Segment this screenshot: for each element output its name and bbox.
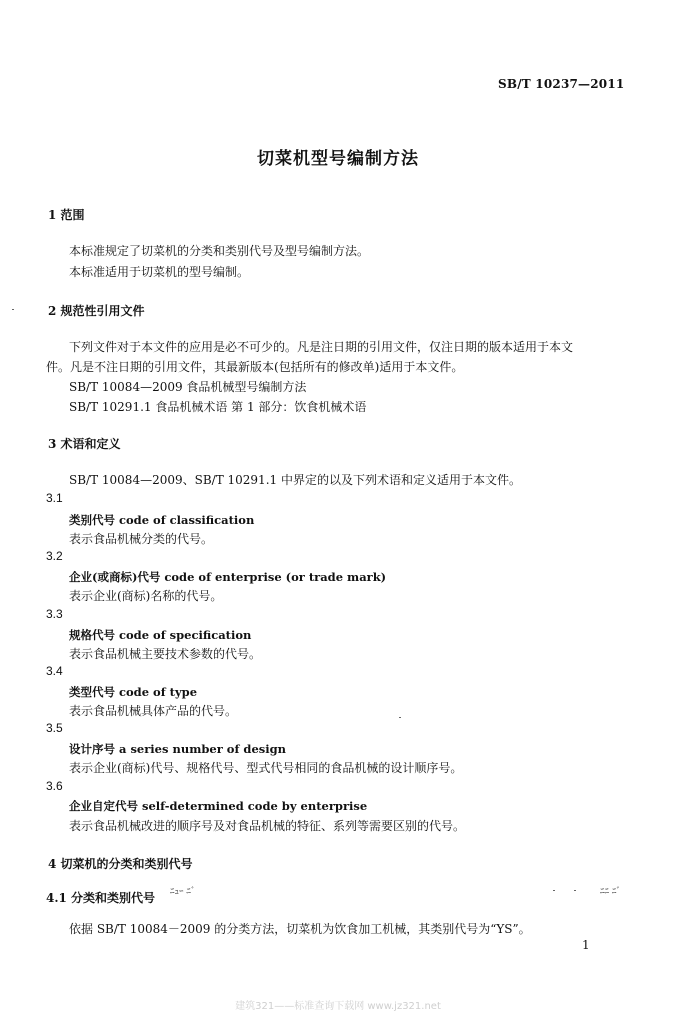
term-title: 企业(或商标)代号 code of enterprise (or trade mark) <box>69 570 387 584</box>
term-definition: 表示食品机械改进的顺序号及对食品机械的特征、系列等需要区别的代号。 <box>69 819 466 833</box>
section-2-para-line-2: 件。凡是不注日期的引用文件，其最新版本(包括所有的修改单)适用于本文件。 <box>46 360 464 374</box>
term-title: 类型代号 code of type <box>69 685 198 699</box>
scan-mark: ﾆﾆ ﾆﾞ <box>600 887 621 897</box>
footer-watermark: 建筑321——标准查询下载网 www.jz321.net <box>235 1001 441 1012</box>
reference-item: SB/T 10291.1 食品机械术语 第 1 部分：饮食机械术语 <box>69 400 367 414</box>
term-title: 设计序号 a series number of design <box>69 742 287 756</box>
term-number: 3.1 <box>46 491 63 505</box>
scan-mark: ﾆｭｰ ﾆﾞ <box>170 887 196 897</box>
term-number: 3.5 <box>46 721 63 735</box>
term-title: 企业自定代号 self-determined code by enterprise <box>69 799 368 813</box>
document-title: 切菜机型号编制方法 <box>257 149 419 169</box>
term-definition: 表示食品机械分类的代号。 <box>69 532 214 546</box>
scan-dot <box>12 309 14 310</box>
standard-code: SB/T 10237—2011 <box>498 77 625 91</box>
term-number: 3.3 <box>46 607 63 621</box>
term-title: 规格代号 code of specification <box>69 628 252 642</box>
term-number: 3.2 <box>46 549 63 563</box>
scan-dot <box>553 890 555 891</box>
term-number: 3.4 <box>46 664 63 678</box>
section-2-para-line-1: 下列文件对于本文件的应用是必不可少的。凡是注日期的引用文件，仅注日期的版本适用于本文 <box>69 340 574 354</box>
section-3-heading: 3 术语和定义 <box>48 437 121 451</box>
term-definition: 表示企业(商标)名称的代号。 <box>69 589 223 603</box>
term-title: 类别代号 code of classification <box>69 513 255 527</box>
section-4-para: 依据 SB/T 10084－2009 的分类方法，切菜机为饮食加工机械，其类别代号为“YS”。 <box>69 922 531 936</box>
section-2-heading: 2 规范性引用文件 <box>48 304 145 318</box>
term-definition: 表示企业(商标)代号、规格代号、型式代号相同的食品机械的设计顺序号。 <box>69 761 463 775</box>
page-number: 1 <box>582 938 590 952</box>
section-3-intro: SB/T 10084—2009、SB/T 10291.1 中界定的以及下列术语和定义适用于本文件。 <box>69 473 521 487</box>
scan-dot <box>574 890 576 891</box>
scan-dot <box>399 717 401 718</box>
reference-item: SB/T 10084—2009 食品机械型号编制方法 <box>69 380 307 394</box>
section-1-para-2: 本标准适用于切菜机的型号编制。 <box>69 265 250 279</box>
section-1-para-1: 本标准规定了切菜机的分类和类别代号及型号编制方法。 <box>69 244 370 258</box>
section-4-heading: 4 切菜机的分类和类别代号 <box>48 857 193 871</box>
term-definition: 表示食品机械主要技术参数的代号。 <box>69 647 262 661</box>
subsection-4-1-heading: 4.1 分类和类别代号 <box>46 891 156 905</box>
section-1-heading: 1 范围 <box>48 208 85 222</box>
term-number: 3.6 <box>46 779 63 793</box>
term-definition: 表示食品机械具体产品的代号。 <box>69 704 238 718</box>
